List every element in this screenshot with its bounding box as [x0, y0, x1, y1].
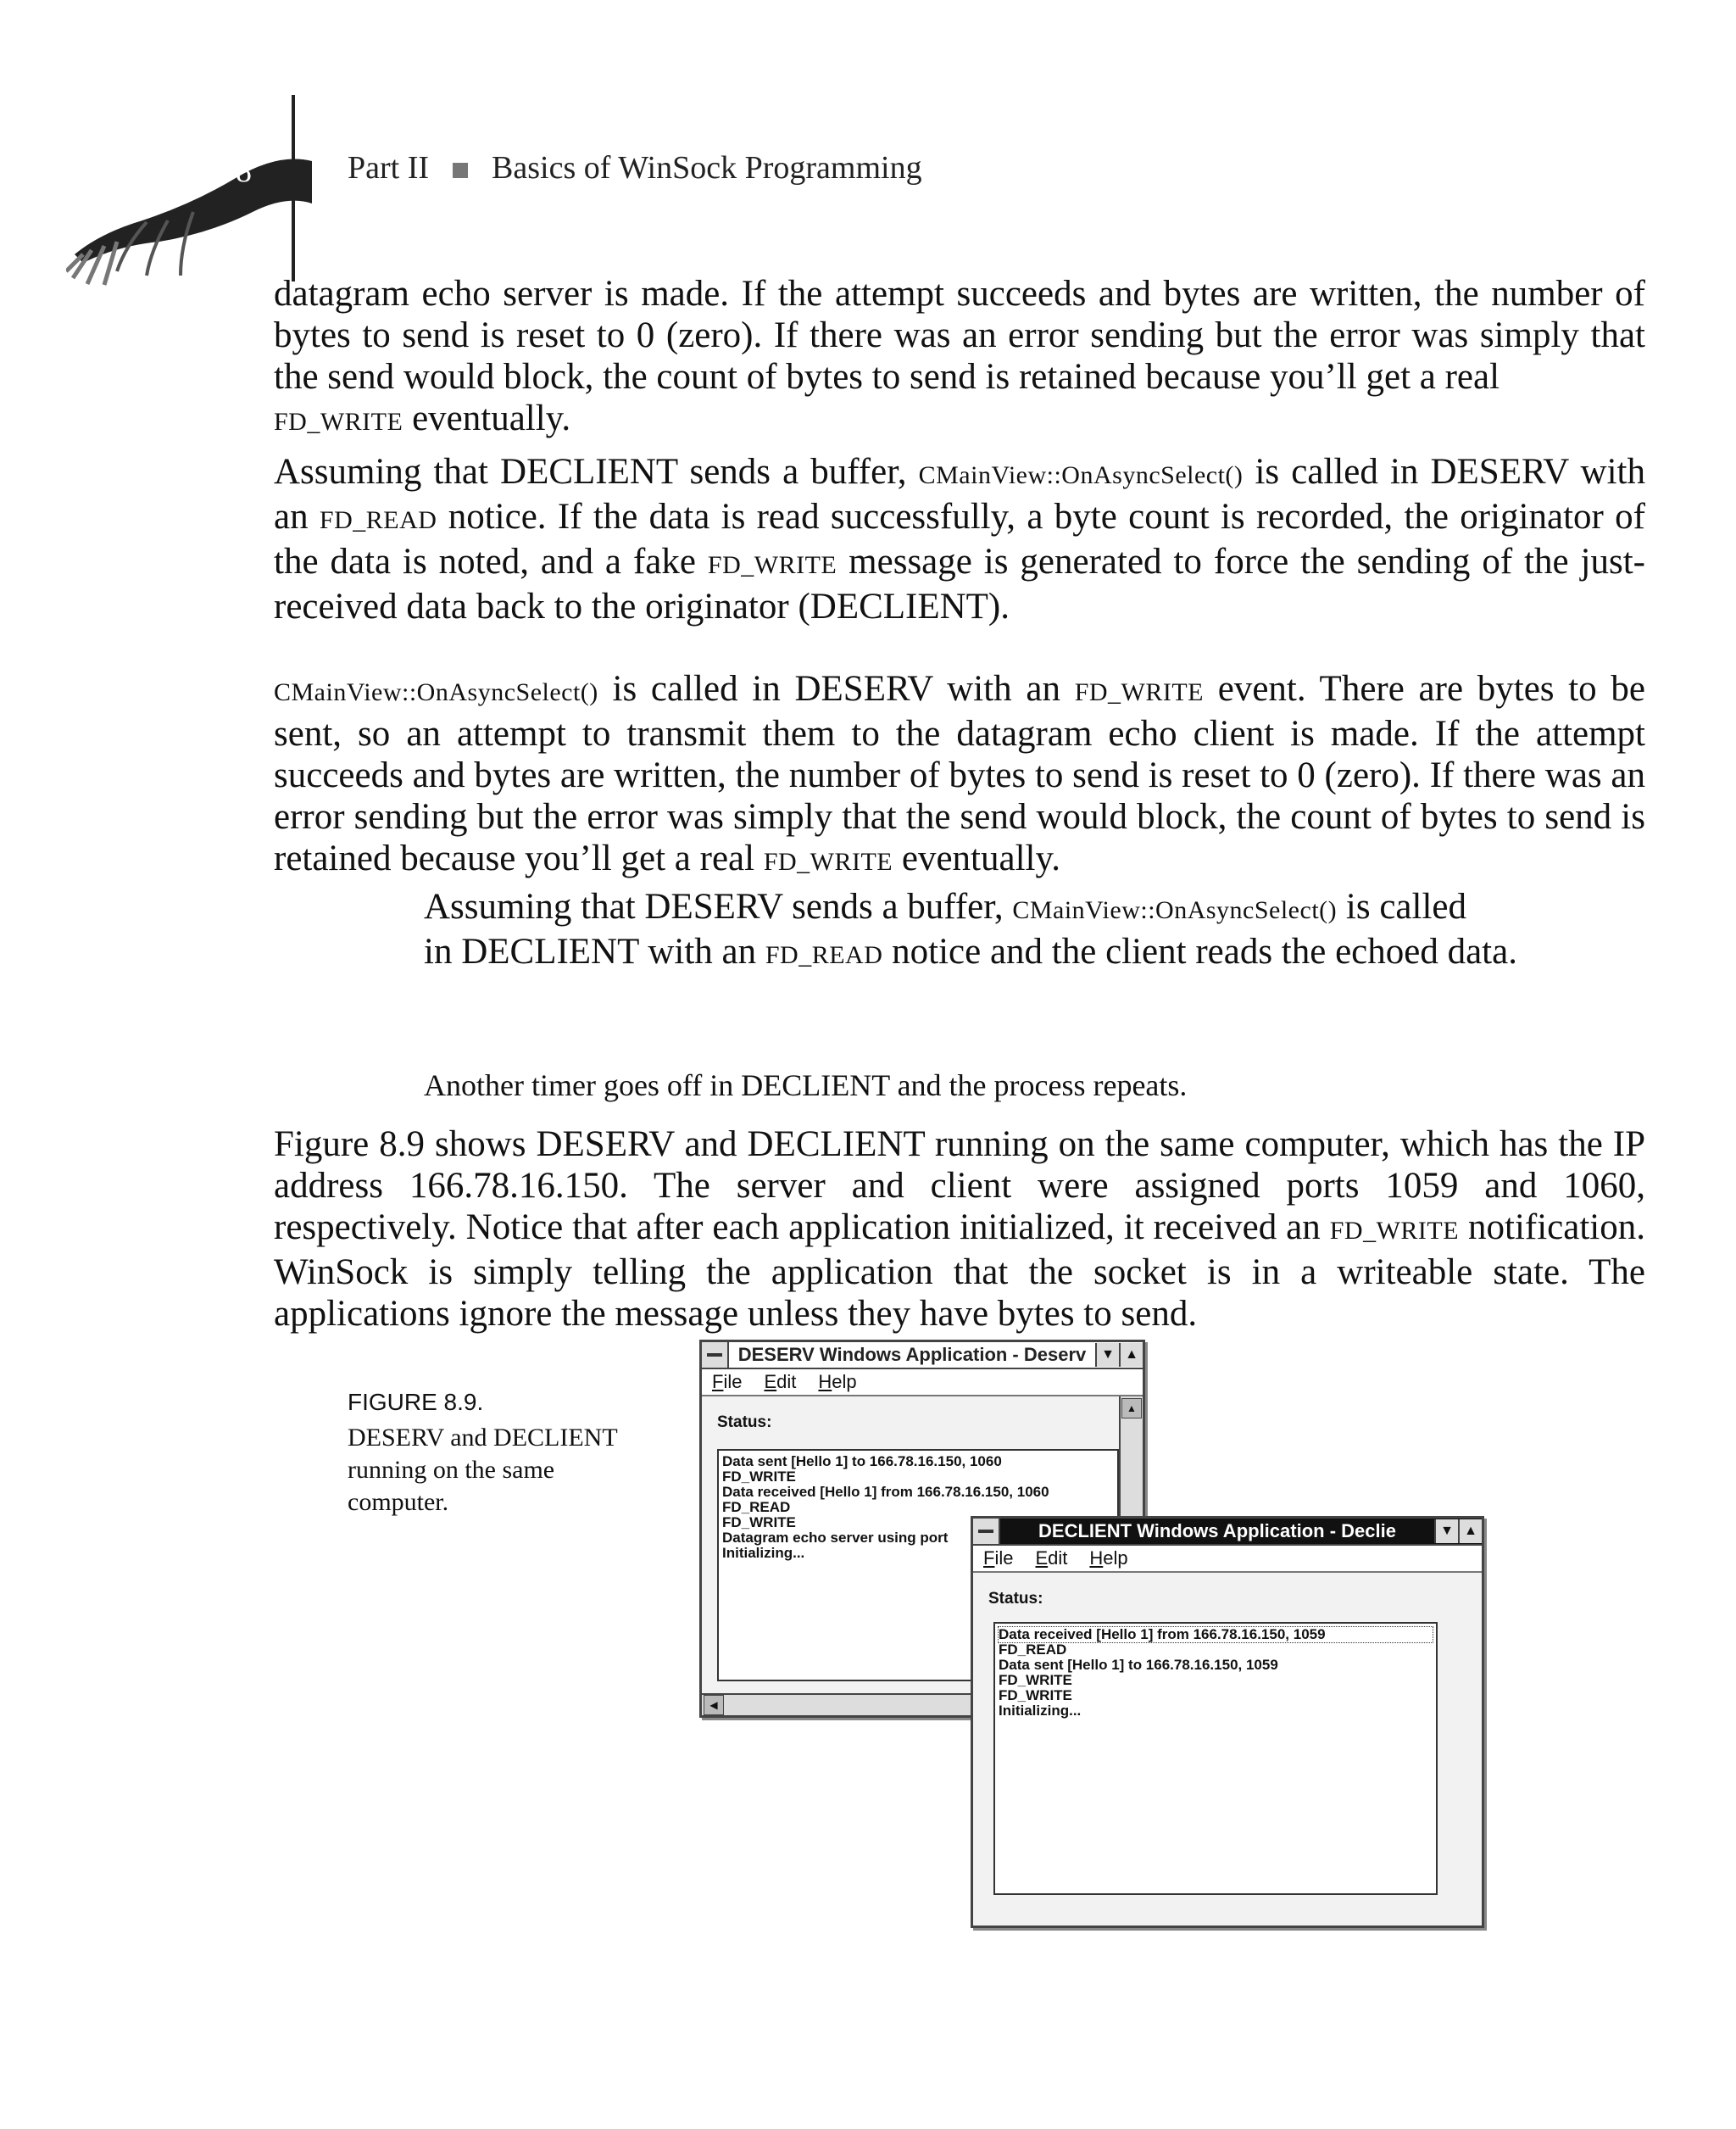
menu-file[interactable]: File — [983, 1547, 1014, 1569]
menu-edit[interactable]: Edit — [764, 1371, 797, 1392]
quill-logo — [66, 127, 320, 288]
page-number: 178 — [203, 153, 252, 189]
figure-caption — [348, 1386, 619, 1519]
list-item: Datagram echo server using port — [722, 1530, 949, 1546]
deserv-status-label: Status: — [717, 1413, 772, 1431]
list-item: Data sent [Hello 1] to 166.78.16.150, 1059 — [999, 1657, 1278, 1673]
list-item: FD_WRITE — [722, 1469, 796, 1485]
paragraph-3: CMainView::OnAsyncSelect() is called in DESERV with an FD_WRITE event. There are bytes to be sent, so an attempt to transmit them to the datagram echo client is made. If the attempt succeeds and bytes are written, the number of bytes to send is reset to 0 (zero). If there was an error sending but the error was simply that the send would block, the count of bytes to send is retained because you’ll get a real FD_WRITE eventually. — [274, 669, 1645, 878]
list-item: FD_READ — [722, 1499, 791, 1515]
paragraph-5: Another timer goes off in DECLIENT and the process repeats. — [424, 1068, 1188, 1102]
chapter-title: Basics of WinSock Programming — [492, 150, 922, 186]
list-item: Data sent [Hello 1] to 166.78.16.150, 1060 — [722, 1453, 1002, 1469]
declient-status-label: Status: — [988, 1590, 1043, 1608]
list-item: Data received [Hello 1] from 166.78.16.150, 1060 — [722, 1484, 1049, 1500]
menu-edit[interactable]: Edit — [1035, 1547, 1068, 1569]
scroll-left-icon[interactable]: ◀ — [704, 1695, 724, 1715]
paragraph-2: Assuming that DECLIENT sends a buffer, CMainView::OnAsyncSelect() is called in DESERV with an FD_READ notice. If the data is read successfully, a byte count is recorded, the originator of the data is noted, and a fake FD_WRITE message is generated to force the sending of the just-received data back to the originator (DECLIENT). — [274, 452, 1646, 627]
part-label: Part II — [348, 150, 430, 186]
maximize-icon[interactable]: ▲ — [1119, 1343, 1143, 1367]
list-item: FD_WRITE — [722, 1514, 796, 1530]
header-rule — [292, 95, 295, 281]
deserv-titlebar[interactable] — [702, 1342, 1143, 1369]
menu-file[interactable]: File — [712, 1371, 743, 1392]
declient-window — [971, 1516, 1484, 1928]
scroll-up-icon[interactable]: ▲ — [1121, 1398, 1142, 1418]
figure-label: FIGURE 8.9. — [348, 1389, 484, 1415]
system-menu-icon[interactable] — [973, 1519, 1000, 1544]
deserv-title: DESERV Windows Application - Deserv — [737, 1344, 1087, 1365]
figure-caption-text: DESERV and DECLIENT running on the same computer. — [348, 1424, 618, 1516]
declient-menubar — [973, 1546, 1482, 1573]
paragraph-4: Assuming that DESERV sends a buffer, CMainView::OnAsyncSelect() is called in DECLIENT with an FD_READ notice and the client reads the echoed data. — [424, 887, 1517, 972]
list-item: Data received [Hello 1] from 166.78.16.150, 1059 — [999, 1627, 1433, 1642]
paragraph-1: datagram echo server is made. If the attempt succeeds and bytes are written, the number of bytes to send is reset to 0 (zero). If there was an error sending but the error was simply that the send would block, the count of bytes to send is retained because you’ll get a real FD_WRITE eventually. — [274, 274, 1645, 438]
minimize-icon[interactable]: ▼ — [1095, 1343, 1119, 1367]
list-item: FD_WRITE — [999, 1687, 1072, 1703]
separator-square-icon — [453, 163, 468, 178]
list-item: FD_READ — [999, 1641, 1067, 1658]
minimize-icon[interactable]: ▼ — [1434, 1519, 1458, 1543]
system-menu-icon[interactable] — [702, 1342, 729, 1368]
list-item: Initializing... — [999, 1703, 1082, 1719]
menu-help[interactable]: Help — [1089, 1547, 1128, 1569]
declient-status-list[interactable] — [993, 1622, 1438, 1895]
running-head — [348, 149, 922, 187]
menu-help[interactable]: Help — [818, 1371, 857, 1392]
declient-titlebar[interactable] — [973, 1519, 1482, 1546]
deserv-menubar — [702, 1369, 1143, 1396]
maximize-icon[interactable]: ▲ — [1458, 1519, 1482, 1543]
list-item: Initializing... — [722, 1545, 805, 1561]
declient-title: DECLIENT Windows Application - Declie — [1038, 1520, 1396, 1541]
paragraph-6: Figure 8.9 shows DESERV and DECLIENT running on the same computer, which has the IP address 166.78.16.150. The server and client were assigned ports 1059 and 1060, respectively. Notice that after each application initialized, it received an FD_WRITE notification. WinSock is simply telling the application that the socket is in a writeable state. The applications ignore the message unless they have bytes to send. — [274, 1124, 1645, 1334]
list-item: FD_WRITE — [999, 1672, 1072, 1688]
